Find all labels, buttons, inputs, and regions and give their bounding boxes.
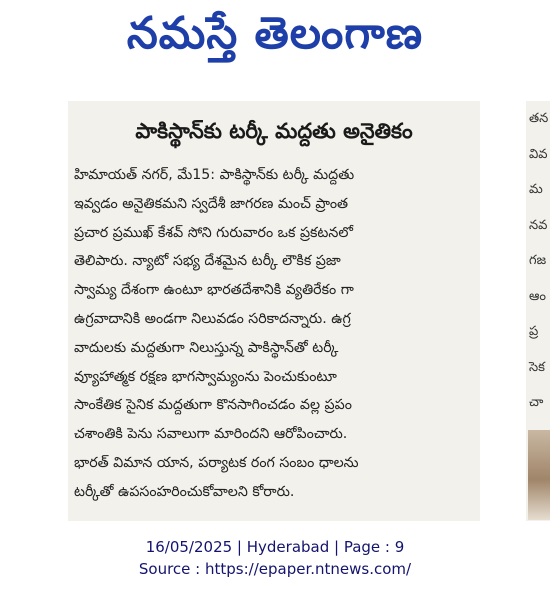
source-line: Source : https://epaper.ntnews.com/ [138, 560, 412, 578]
article-line: భారత్ విమాన యాన, పర్యాటక రంగ సంబం ధాలను [74, 454, 359, 471]
article-headline: పాకిస్థాన్‌కు టర్కీ మద్దతు అనైతికం [135, 119, 413, 143]
article-line: టర్కీతో ఉపసంహరించుకోవాలని కోరారు. [74, 483, 295, 500]
side-text-fragment: మ [529, 182, 543, 197]
side-text-fragment: వివ [529, 146, 548, 162]
publication-date-line: 16/05/2025 | Hyderabad | Page : 9 [145, 538, 405, 556]
side-text-fragment: చా [529, 395, 544, 410]
article-line: సాంకేతిక సైనిక మద్దతుగా కొనసాగించడం వల్ల ప్రపం [74, 397, 352, 414]
article-line: వాదులకు మద్దతుగా నిలుస్తున్న పాకిస్థాన్‌తో టర్కీ [74, 339, 339, 356]
article-line: ఉగ్రవాదానికి అండగా నిలువడం సరికాదన్నారు. ఉగ్ర [74, 310, 351, 327]
article-line: చశాంతికి పెను సవాలుగా మారిందని ఆరోపించారు. [74, 426, 348, 443]
clipped-next-article-edge [128, 509, 428, 521]
article-line: స్వామ్య దేశంగా ఉంటూ భారతదేశానికి వ్యతిరేకం గా [74, 282, 354, 299]
article-line: వ్యూహాత్మక రక్షణ భాగస్వామ్యంను పెంచుకుంటూ [74, 368, 337, 385]
side-text-fragment: ప్ర [529, 324, 539, 339]
article-line: ఇవ్వడం అనైతికమని స్వదేశీ జాగరణ మంచ్ ప్రాంత [74, 195, 349, 212]
article-clipping [68, 101, 480, 521]
side-text-fragment: గజ [529, 253, 547, 268]
newspaper-masthead [70, 0, 480, 78]
article-line: తెలిపారు. న్యాటో సభ్య దేశమైన టర్కీ లౌకిక ప్రజా [74, 253, 341, 270]
clipping-footer [0, 536, 550, 580]
masthead-title: నమస్తే తెలంగాణ [126, 8, 424, 59]
side-text-fragment: నవ [529, 217, 548, 233]
article-line: ప్రచార ప్రముఖ్ కేశవ్ సోని గురువారం ఒక ప్రకటనలో [74, 224, 353, 241]
article-line: హిమాయత్ నగర్, మే15: పాకిస్థాన్‌కు టర్కీ మద్దతు [74, 167, 355, 183]
side-text-fragment: తన [529, 111, 549, 126]
article-body [74, 161, 474, 507]
clipped-previous-article-edge [82, 101, 342, 111]
side-text-fragment: ఆం [529, 288, 546, 304]
side-text-fragment: సెక [529, 359, 545, 375]
side-photo-fragment [528, 430, 550, 520]
